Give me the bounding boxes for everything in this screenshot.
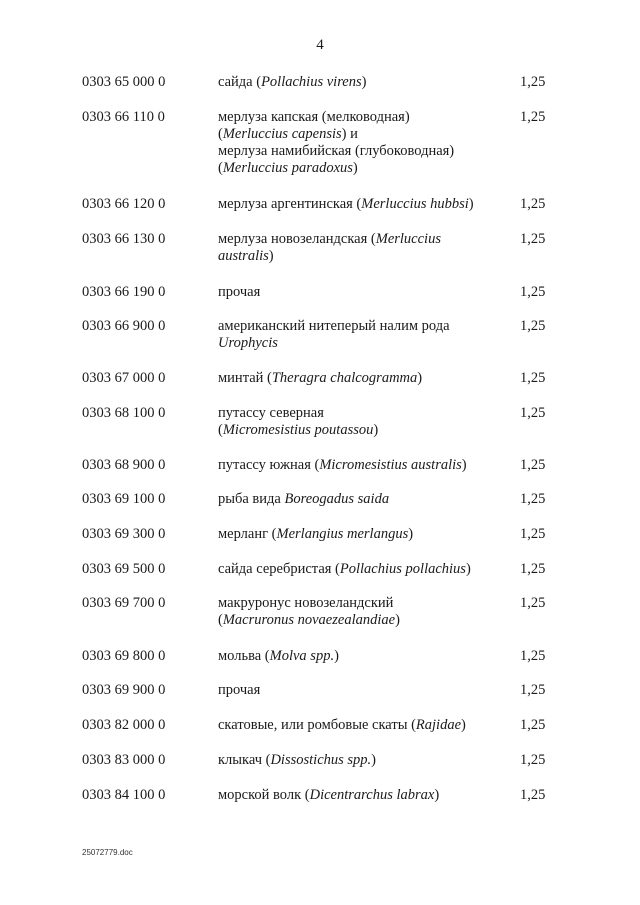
description-line: [218, 422, 503, 439]
latin-species-name: Urophycis: [218, 335, 278, 351]
product-description: [218, 196, 503, 213]
description-line: [218, 491, 503, 508]
description-line: [218, 318, 503, 335]
product-description: [218, 231, 503, 265]
description-line: [218, 284, 503, 301]
description-text: ): [468, 196, 474, 212]
description-text: прочая: [218, 284, 261, 300]
tariff-code: 0303 66 120 0: [82, 196, 166, 212]
product-description: [218, 682, 503, 699]
product-description: [218, 318, 503, 352]
description-text: ): [461, 717, 466, 733]
tariff-code: 0303 69 300 0: [82, 526, 166, 542]
description-text: ): [395, 612, 400, 628]
description-line: [218, 109, 503, 126]
tariff-code: 0303 66 130 0: [82, 231, 166, 247]
description-text: ): [361, 74, 367, 90]
duty-rate: 1,25: [520, 284, 546, 300]
duty-rate: 1,25: [520, 74, 546, 90]
description-line: [218, 405, 503, 422]
description-line: [218, 612, 503, 629]
description-line: [218, 196, 503, 213]
description-text: минтай (: [218, 370, 272, 386]
description-line: [218, 595, 503, 612]
description-text: прочая: [218, 682, 261, 698]
description-text: ): [268, 248, 274, 264]
tariff-code: 0303 66 190 0: [82, 284, 166, 300]
duty-rate: 1,25: [520, 526, 546, 542]
latin-species-name: Dicentrarchus labrax: [309, 787, 435, 803]
tariff-code: 0303 69 700 0: [82, 595, 166, 611]
duty-rate: 1,25: [520, 370, 546, 386]
tariff-code: 0303 68 100 0: [82, 405, 166, 421]
description-text: мерлуза аргентинская (: [218, 196, 362, 212]
latin-species-name: australis: [218, 248, 269, 264]
latin-species-name: Merluccius hubbsi: [361, 196, 469, 212]
description-text: путассу южная (: [218, 457, 320, 473]
description-text: мерлуза капская (мелководная): [218, 109, 410, 125]
description-text: морской волк (: [218, 787, 310, 803]
tariff-code: 0303 82 000 0: [82, 717, 166, 733]
product-description: [218, 717, 503, 734]
tariff-code: 0303 69 100 0: [82, 491, 166, 507]
description-text: клыкач (: [218, 752, 271, 768]
product-description: [218, 561, 503, 578]
description-text: (: [218, 612, 223, 628]
description-text: (: [218, 422, 223, 438]
duty-rate: 1,25: [520, 405, 546, 421]
product-description: [218, 752, 503, 769]
duty-rate: 1,25: [520, 109, 546, 125]
tariff-code: 0303 69 800 0: [82, 648, 166, 664]
description-text: ): [352, 160, 358, 176]
description-line: [218, 717, 503, 734]
description-text: ): [417, 370, 423, 386]
duty-rate: 1,25: [520, 752, 546, 768]
product-description: [218, 284, 503, 301]
latin-species-name: Merlangius merlangus: [276, 526, 409, 542]
duty-rate: 1,25: [520, 648, 546, 664]
latin-species-name: Micromesistius australis: [319, 457, 462, 473]
description-text: мерлуза намибийская (глубоководная): [218, 143, 455, 159]
tariff-code: 0303 83 000 0: [82, 752, 166, 768]
description-text: сайда серебристая (: [218, 561, 340, 577]
latin-species-name: Dissostichus spp.: [270, 752, 372, 768]
description-line: [218, 370, 503, 387]
description-line: [218, 74, 503, 91]
description-text: сайда (: [218, 74, 262, 90]
tariff-code: 0303 84 100 0: [82, 787, 166, 803]
description-text: ): [465, 561, 471, 577]
description-text: скатовые, или ромбовые скаты (: [218, 717, 416, 733]
description-text: (: [218, 126, 223, 142]
latin-species-name: Merluccius paradoxus: [222, 160, 353, 176]
description-text: мерлуза новозеландская (: [218, 231, 376, 247]
description-line: [218, 648, 503, 665]
tariff-code: 0303 66 110 0: [82, 109, 165, 125]
description-line: [218, 126, 503, 143]
duty-rate: 1,25: [520, 196, 546, 212]
description-text: ): [373, 422, 379, 438]
description-line: [218, 160, 503, 177]
description-text: макруронус новозеландский: [218, 595, 394, 611]
description-text: ): [461, 457, 467, 473]
latin-species-name: Merluccius capensis: [222, 126, 342, 142]
product-description: [218, 370, 503, 387]
description-line: [218, 457, 503, 474]
description-text: (: [218, 160, 223, 176]
latin-species-name: Macruronus novaezealandiae: [222, 612, 396, 628]
latin-species-name: Boreogadus saida: [284, 491, 390, 507]
duty-rate: 1,25: [520, 231, 546, 247]
description-line: [218, 143, 503, 160]
product-description: [218, 74, 503, 91]
description-line: [218, 752, 503, 769]
product-description: [218, 787, 503, 804]
description-line: [218, 335, 503, 352]
product-description: [218, 457, 503, 474]
duty-rate: 1,25: [520, 561, 546, 577]
duty-rate: 1,25: [520, 318, 546, 334]
description-line: [218, 231, 503, 248]
product-description: [218, 405, 503, 439]
description-text: рыба вида: [218, 491, 285, 507]
description-line: [218, 682, 503, 699]
description-text: ) и: [341, 126, 358, 142]
tariff-code: 0303 65 000 0: [82, 74, 166, 90]
latin-species-name: Molva spp.: [269, 648, 335, 664]
description-line: [218, 526, 503, 543]
description-text: путассу северная: [218, 405, 324, 421]
description-text: американский нитеперый налим рода: [218, 318, 450, 334]
tariff-code: 0303 67 000 0: [82, 370, 166, 386]
latin-species-name: Pollachius pollachius: [339, 561, 466, 577]
page-number: 4: [316, 37, 324, 53]
duty-rate: 1,25: [520, 717, 546, 733]
product-description: [218, 109, 503, 177]
document-filename: 25072779.doc: [82, 848, 133, 857]
latin-species-name: Theragra chalcogramma: [271, 370, 418, 386]
duty-rate: 1,25: [520, 682, 546, 698]
latin-species-name: Merluccius: [375, 231, 441, 247]
product-description: [218, 595, 503, 629]
duty-rate: 1,25: [520, 491, 546, 507]
description-text: мерланг (: [218, 526, 277, 542]
tariff-code: 0303 69 900 0: [82, 682, 166, 698]
description-text: ): [371, 752, 377, 768]
latin-species-name: Micromesistius poutassou: [222, 422, 374, 438]
description-text: ): [334, 648, 339, 664]
product-description: [218, 491, 503, 508]
description-text: ): [434, 787, 440, 803]
description-line: [218, 787, 503, 804]
duty-rate: 1,25: [520, 595, 546, 611]
product-description: [218, 648, 503, 665]
product-description: [218, 526, 503, 543]
latin-species-name: Pollachius virens: [261, 74, 362, 90]
tariff-code: 0303 66 900 0: [82, 318, 166, 334]
tariff-code: 0303 69 500 0: [82, 561, 166, 577]
duty-rate: 1,25: [520, 457, 546, 473]
description-text: ): [408, 526, 414, 542]
description-text: мольва (: [218, 648, 270, 664]
tariff-code: 0303 68 900 0: [82, 457, 166, 473]
description-line: [218, 248, 503, 265]
latin-species-name: Rajidae: [415, 717, 462, 733]
duty-rate: 1,25: [520, 787, 546, 803]
description-line: [218, 561, 503, 578]
